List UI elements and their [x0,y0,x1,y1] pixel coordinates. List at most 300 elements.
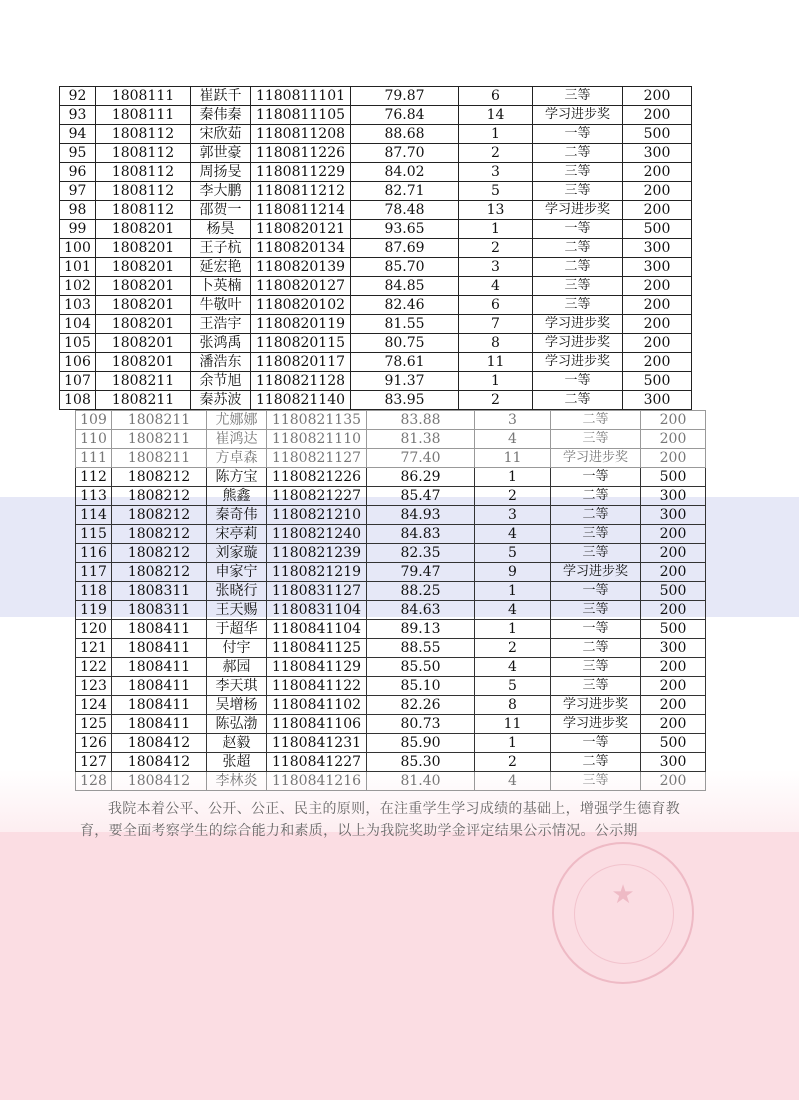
cell-award-level: 二等 [533,239,623,258]
cell-score: 88.55 [367,639,475,658]
cell-amount: 200 [623,182,692,201]
cell-award-level: 二等 [533,258,623,277]
cell-award-level: 二等 [551,411,641,430]
cell-rank: 5 [475,677,551,696]
cell-award-level: 学习进步奖 [533,334,623,353]
table-row [60,353,692,372]
cell-amount: 500 [641,620,706,639]
cell-amount: 300 [623,258,692,277]
cell-amount: 200 [623,277,692,296]
cell-rank: 4 [475,525,551,544]
cell-amount: 200 [623,353,692,372]
cell-rank: 11 [475,715,551,734]
cell-class-id: 1808311 [112,601,207,620]
cell-student-name: 陈方宝 [207,468,267,487]
cell-class-id: 1808211 [96,372,191,391]
cell-amount: 300 [641,506,706,525]
cell-student-id: 1180820139 [251,258,351,277]
cell-award-level: 学习进步奖 [551,696,641,715]
cell-amount: 200 [623,296,692,315]
cell-award-level: 三等 [551,601,641,620]
cell-class-id: 1808201 [96,258,191,277]
cell-award-level: 二等 [551,506,641,525]
table-row [60,372,692,391]
cell-class-id: 1808111 [96,106,191,125]
cell-class-id: 1808112 [96,163,191,182]
cell-rank: 2 [475,639,551,658]
cell-score: 79.87 [351,87,459,106]
cell-row-index: 108 [60,391,96,410]
cell-row-index: 125 [76,715,112,734]
cell-student-name: 张晓行 [207,582,267,601]
cell-rank: 1 [459,372,533,391]
table-row [76,658,706,677]
cell-student-id: 1180841125 [267,639,367,658]
cell-amount: 300 [641,487,706,506]
cell-row-index: 114 [76,506,112,525]
cell-amount: 200 [641,772,706,791]
cell-class-id: 1808211 [112,411,207,430]
table-row [76,696,706,715]
cell-student-id: 1180811226 [251,144,351,163]
cell-score: 93.65 [351,220,459,239]
cell-student-name: 李林炎 [207,772,267,791]
table-row [60,106,692,125]
cell-student-id: 1180841122 [267,677,367,696]
cell-score: 81.55 [351,315,459,334]
cell-row-index: 101 [60,258,96,277]
cell-class-id: 1808111 [96,87,191,106]
cell-rank: 3 [475,506,551,525]
cell-student-id: 1180821219 [267,563,367,582]
cell-score: 84.85 [351,277,459,296]
cell-student-id: 1180841216 [267,772,367,791]
table-row [76,677,706,696]
cell-row-index: 104 [60,315,96,334]
cell-rank: 4 [475,601,551,620]
cell-student-name: 李天琪 [207,677,267,696]
cell-rank: 4 [475,430,551,449]
cell-award-level: 一等 [551,468,641,487]
cell-award-level: 一等 [533,372,623,391]
cell-student-name: 崔跃千 [191,87,251,106]
cell-score: 86.29 [367,468,475,487]
cell-score: 84.83 [367,525,475,544]
cell-score: 82.71 [351,182,459,201]
cell-class-id: 1808112 [96,125,191,144]
cell-score: 84.02 [351,163,459,182]
scholarship-table-bottom [75,410,706,791]
table-row [76,525,706,544]
cell-amount: 500 [641,734,706,753]
cell-student-name: 郭世豪 [191,144,251,163]
cell-class-id: 1808201 [96,277,191,296]
cell-row-index: 128 [76,772,112,791]
cell-class-id: 1808201 [96,239,191,258]
cell-student-name: 王子杭 [191,239,251,258]
cell-student-name: 卜英楠 [191,277,251,296]
cell-award-level: 学习进步奖 [533,353,623,372]
table-row [60,87,692,106]
cell-score: 83.95 [351,391,459,410]
cell-rank: 7 [459,315,533,334]
cell-score: 82.35 [367,544,475,563]
cell-score: 91.37 [351,372,459,391]
cell-row-index: 97 [60,182,96,201]
cell-student-name: 余节旭 [191,372,251,391]
cell-award-level: 一等 [533,220,623,239]
cell-student-id: 1180811214 [251,201,351,220]
cell-student-name: 王浩宇 [191,315,251,334]
cell-rank: 1 [475,468,551,487]
cell-award-level: 三等 [533,296,623,315]
cell-amount: 200 [641,696,706,715]
cell-class-id: 1808112 [96,182,191,201]
cell-award-level: 三等 [551,772,641,791]
cell-amount: 200 [641,677,706,696]
cell-student-id: 1180820127 [251,277,351,296]
cell-amount: 300 [641,753,706,772]
cell-amount: 500 [641,582,706,601]
cell-row-index: 116 [76,544,112,563]
cell-row-index: 109 [76,411,112,430]
cell-score: 87.70 [351,144,459,163]
cell-score: 80.75 [351,334,459,353]
table-row [60,125,692,144]
cell-student-name: 邵贺一 [191,201,251,220]
cell-score: 85.90 [367,734,475,753]
cell-score: 85.30 [367,753,475,772]
cell-student-id: 1180841104 [267,620,367,639]
cell-award-level: 一等 [533,125,623,144]
cell-student-id: 1180820117 [251,353,351,372]
cell-student-id: 1180820121 [251,220,351,239]
cell-score: 85.47 [367,487,475,506]
cell-score: 81.40 [367,772,475,791]
cell-student-name: 吴增杨 [207,696,267,715]
cell-score: 84.93 [367,506,475,525]
cell-rank: 11 [475,449,551,468]
cell-student-id: 1180821110 [267,430,367,449]
cell-rank: 2 [459,239,533,258]
cell-student-id: 1180811101 [251,87,351,106]
cell-student-name: 宋欣茹 [191,125,251,144]
cell-row-index: 98 [60,201,96,220]
cell-amount: 200 [641,430,706,449]
cell-score: 88.68 [351,125,459,144]
cell-student-id: 1180841129 [267,658,367,677]
cell-student-name: 延宏艳 [191,258,251,277]
cell-student-id: 1180841102 [267,696,367,715]
cell-student-name: 秦苏波 [191,391,251,410]
table-row [60,296,692,315]
cell-rank: 1 [475,620,551,639]
cell-rank: 2 [459,144,533,163]
cell-row-index: 112 [76,468,112,487]
table-row [60,239,692,258]
cell-class-id: 1808212 [112,487,207,506]
cell-score: 79.47 [367,563,475,582]
cell-student-name: 熊鑫 [207,487,267,506]
cell-student-name: 付宇 [207,639,267,658]
cell-score: 78.48 [351,201,459,220]
cell-student-name: 杨昊 [191,220,251,239]
cell-row-index: 127 [76,753,112,772]
cell-award-level: 三等 [551,430,641,449]
cell-score: 85.50 [367,658,475,677]
table-row [76,468,706,487]
table-row [60,163,692,182]
table-row [76,544,706,563]
cell-award-level: 一等 [551,582,641,601]
cell-class-id: 1808212 [112,525,207,544]
table-row [60,391,692,410]
official-seal-stamp: ★ [552,842,694,984]
cell-rank: 1 [459,220,533,239]
cell-row-index: 122 [76,658,112,677]
cell-amount: 300 [623,239,692,258]
cell-rank: 6 [459,87,533,106]
cell-student-name: 秦奇伟 [207,506,267,525]
cell-award-level: 学习进步奖 [533,315,623,334]
cell-award-level: 三等 [533,277,623,296]
table-row [76,411,706,430]
cell-row-index: 120 [76,620,112,639]
table-row [60,315,692,334]
cell-amount: 300 [623,144,692,163]
table-row [60,220,692,239]
cell-rank: 4 [475,658,551,677]
cell-rank: 2 [475,487,551,506]
cell-score: 87.69 [351,239,459,258]
cell-rank: 11 [459,353,533,372]
cell-amount: 200 [641,601,706,620]
cell-amount: 200 [641,525,706,544]
cell-rank: 4 [459,277,533,296]
cell-rank: 1 [459,125,533,144]
cell-amount: 200 [641,411,706,430]
table-row [76,430,706,449]
cell-student-id: 1180821128 [251,372,351,391]
table-row [76,582,706,601]
cell-row-index: 93 [60,106,96,125]
cell-student-id: 1180821140 [251,391,351,410]
cell-student-name: 王天赐 [207,601,267,620]
cell-amount: 300 [641,639,706,658]
cell-class-id: 1808211 [112,430,207,449]
cell-rank: 5 [459,182,533,201]
cell-row-index: 95 [60,144,96,163]
cell-score: 82.46 [351,296,459,315]
cell-student-id: 1180811105 [251,106,351,125]
cell-class-id: 1808412 [112,772,207,791]
cell-student-name: 潘浩东 [191,353,251,372]
cell-class-id: 1808411 [112,677,207,696]
cell-student-id: 1180831127 [267,582,367,601]
cell-score: 76.84 [351,106,459,125]
cell-row-index: 110 [76,430,112,449]
cell-class-id: 1808311 [112,582,207,601]
cell-row-index: 105 [60,334,96,353]
cell-award-level: 一等 [551,620,641,639]
cell-class-id: 1808211 [96,391,191,410]
cell-class-id: 1808112 [96,144,191,163]
cell-award-level: 二等 [533,391,623,410]
cell-student-id: 1180821127 [267,449,367,468]
cell-class-id: 1808201 [96,334,191,353]
cell-row-index: 124 [76,696,112,715]
cell-amount: 200 [641,563,706,582]
cell-class-id: 1808411 [112,620,207,639]
cell-award-level: 学习进步奖 [551,563,641,582]
cell-award-level: 一等 [551,734,641,753]
table-row [76,639,706,658]
cell-rank: 14 [459,106,533,125]
table-row [76,753,706,772]
cell-award-level: 学习进步奖 [551,449,641,468]
cell-student-id: 1180820119 [251,315,351,334]
cell-student-name: 秦伟秦 [191,106,251,125]
table-row [76,601,706,620]
cell-student-id: 1180841231 [267,734,367,753]
notice-paragraph: 我院本着公平、公开、公正、民主的原则，在注重学生学习成绩的基础上，增强学生德育教育，要全面考察学生的综合能力和素质，以上为我院奖助学金评定结果公示情况。公示期 [80,801,680,839]
cell-row-index: 103 [60,296,96,315]
table-row [60,277,692,296]
cell-rank: 3 [459,258,533,277]
cell-rank: 8 [459,334,533,353]
cell-row-index: 111 [76,449,112,468]
cell-amount: 200 [623,334,692,353]
cell-rank: 4 [475,772,551,791]
cell-amount: 300 [623,391,692,410]
cell-score: 82.26 [367,696,475,715]
cell-row-index: 118 [76,582,112,601]
cell-student-name: 张鸿禹 [191,334,251,353]
cell-row-index: 106 [60,353,96,372]
table-row [76,487,706,506]
cell-class-id: 1808201 [96,296,191,315]
cell-award-level: 三等 [533,182,623,201]
cell-student-name: 申家宁 [207,563,267,582]
cell-class-id: 1808412 [112,753,207,772]
cell-student-name: 方卓森 [207,449,267,468]
cell-student-name: 陈弘渤 [207,715,267,734]
cell-rank: 6 [459,296,533,315]
cell-rank: 13 [459,201,533,220]
cell-score: 77.40 [367,449,475,468]
table-row [60,201,692,220]
cell-class-id: 1808201 [96,353,191,372]
cell-row-index: 100 [60,239,96,258]
cell-student-id: 1180821240 [267,525,367,544]
cell-rank: 1 [475,582,551,601]
table-row [76,563,706,582]
cell-class-id: 1808211 [112,449,207,468]
table-row [76,715,706,734]
cell-award-level: 二等 [533,144,623,163]
cell-score: 88.25 [367,582,475,601]
cell-student-name: 崔鸿达 [207,430,267,449]
cell-amount: 200 [623,201,692,220]
cell-row-index: 119 [76,601,112,620]
cell-row-index: 113 [76,487,112,506]
cell-amount: 200 [641,658,706,677]
cell-rank: 8 [475,696,551,715]
cell-award-level: 学习进步奖 [533,106,623,125]
cell-class-id: 1808112 [96,201,191,220]
cell-row-index: 117 [76,563,112,582]
cell-amount: 200 [641,715,706,734]
table-row [60,182,692,201]
cell-class-id: 1808412 [112,734,207,753]
cell-student-id: 1180811229 [251,163,351,182]
cell-student-id: 1180821210 [267,506,367,525]
cell-class-id: 1808411 [112,639,207,658]
cell-student-name: 刘家璇 [207,544,267,563]
cell-award-level: 三等 [533,163,623,182]
cell-class-id: 1808201 [96,220,191,239]
cell-student-id: 1180821226 [267,468,367,487]
cell-award-level: 二等 [551,639,641,658]
cell-score: 84.63 [367,601,475,620]
cell-student-id: 1180841227 [267,753,367,772]
cell-student-name: 周扬旻 [191,163,251,182]
cell-row-index: 121 [76,639,112,658]
cell-class-id: 1808411 [112,696,207,715]
cell-rank: 9 [475,563,551,582]
cell-student-id: 1180841106 [267,715,367,734]
cell-row-index: 115 [76,525,112,544]
cell-award-level: 三等 [551,677,641,696]
cell-row-index: 96 [60,163,96,182]
cell-amount: 500 [623,220,692,239]
cell-amount: 200 [623,315,692,334]
cell-student-name: 尤娜娜 [207,411,267,430]
cell-amount: 200 [623,87,692,106]
cell-row-index: 107 [60,372,96,391]
cell-row-index: 102 [60,277,96,296]
cell-student-name: 张超 [207,753,267,772]
cell-class-id: 1808212 [112,468,207,487]
cell-amount: 200 [641,544,706,563]
cell-rank: 2 [459,391,533,410]
cell-rank: 1 [475,734,551,753]
table-row [76,506,706,525]
cell-student-name: 李大鹏 [191,182,251,201]
cell-class-id: 1808201 [96,315,191,334]
cell-row-index: 92 [60,87,96,106]
cell-award-level: 学习进步奖 [551,715,641,734]
cell-award-level: 二等 [551,753,641,772]
cell-student-id: 1180820115 [251,334,351,353]
cell-student-name: 牛敬叶 [191,296,251,315]
cell-student-name: 于超华 [207,620,267,639]
cell-student-id: 1180831104 [267,601,367,620]
cell-amount: 200 [641,449,706,468]
cell-rank: 5 [475,544,551,563]
cell-amount: 500 [623,372,692,391]
cell-score: 85.10 [367,677,475,696]
cell-student-id: 1180821239 [267,544,367,563]
cell-score: 81.38 [367,430,475,449]
cell-class-id: 1808411 [112,658,207,677]
table-row [76,620,706,639]
cell-score: 78.61 [351,353,459,372]
cell-student-id: 1180820102 [251,296,351,315]
cell-student-id: 1180821135 [267,411,367,430]
cell-class-id: 1808212 [112,544,207,563]
cell-amount: 500 [641,468,706,487]
